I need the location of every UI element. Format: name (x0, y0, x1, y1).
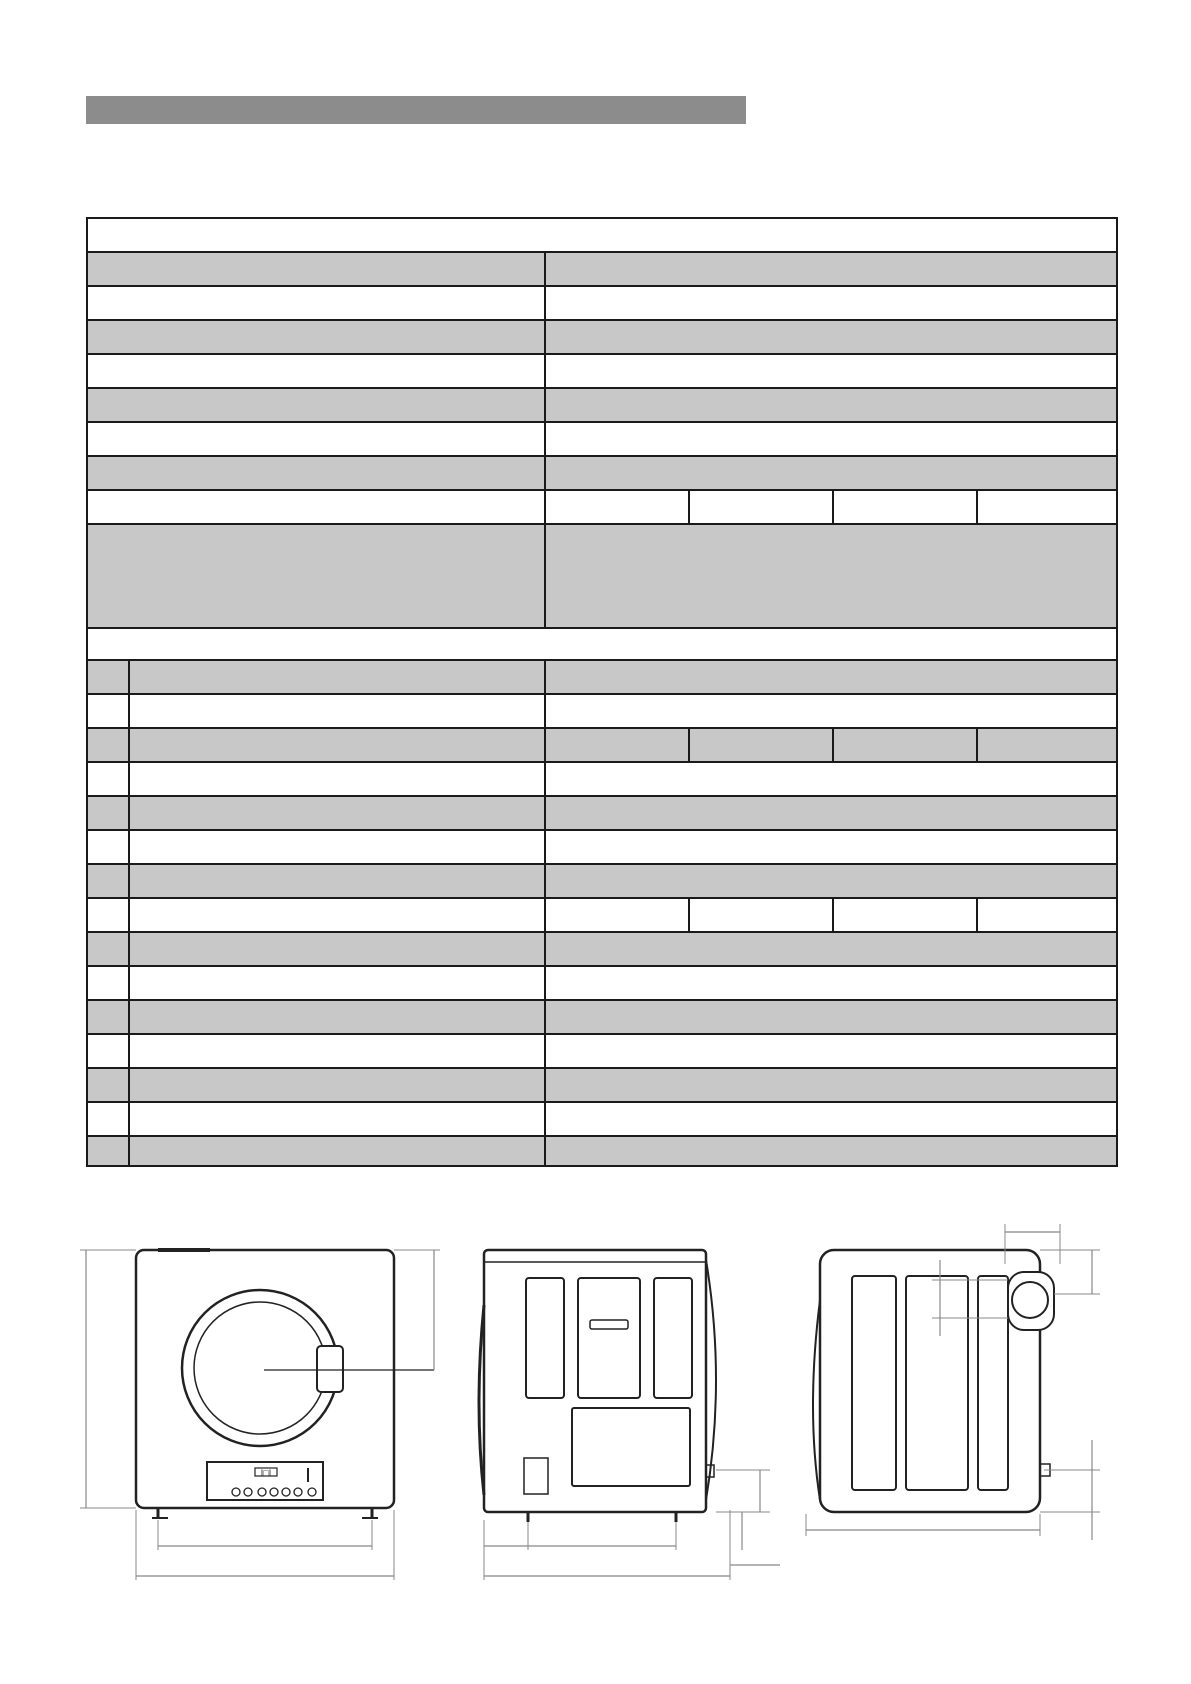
spec-value (834, 491, 976, 523)
dimension-row (88, 1135, 1116, 1165)
dimension-key (88, 933, 128, 965)
dimension-key (88, 729, 128, 761)
spec-label (88, 525, 544, 627)
dimension-value (546, 797, 1116, 829)
spec-label (88, 457, 544, 489)
spec-label (88, 423, 544, 455)
dimension-value (546, 899, 688, 931)
spec-row (88, 489, 1116, 523)
spec-value (546, 389, 1116, 421)
dimension-key (88, 695, 128, 727)
dimension-key (88, 797, 128, 829)
dimension-value (546, 695, 1116, 727)
spec-value (546, 525, 1116, 627)
dimension-drawings (0, 1220, 1191, 1620)
spec-row (88, 251, 1116, 285)
spec-value (978, 491, 1116, 523)
spec-label (88, 287, 544, 319)
dimension-label (130, 695, 544, 727)
dimension-row (88, 1067, 1116, 1101)
dimension-row (88, 897, 1116, 931)
dimension-value (546, 1035, 1116, 1067)
spec-value (546, 457, 1116, 489)
dimension-label (130, 797, 544, 829)
dimension-label (130, 763, 544, 795)
dimension-label (130, 1035, 544, 1067)
dimension-row (88, 999, 1116, 1033)
dimension-row (88, 693, 1116, 727)
dimension-key (88, 661, 128, 693)
spec-row (88, 421, 1116, 455)
dimension-row (88, 829, 1116, 863)
dimension-value (546, 831, 1116, 863)
dimension-row (88, 1101, 1116, 1135)
dimension-value (546, 661, 1116, 693)
spec-value (546, 253, 1116, 285)
dimension-key (88, 1001, 128, 1033)
dimension-value (546, 763, 1116, 795)
rear-view-drawing (806, 1224, 1100, 1540)
dimension-key (88, 967, 128, 999)
dimension-value (546, 933, 1116, 965)
dimension-value (690, 729, 832, 761)
dimension-row (88, 727, 1116, 761)
dimension-key (88, 1137, 128, 1165)
dimension-label (130, 1103, 544, 1135)
dimension-label (130, 865, 544, 897)
dimension-value (546, 1069, 1116, 1101)
dimension-value (546, 967, 1116, 999)
dimension-value (546, 865, 1116, 897)
dimension-key (88, 1035, 128, 1067)
dimension-value (690, 899, 832, 931)
dimension-key (88, 1069, 128, 1101)
spec-value (546, 491, 688, 523)
spec-label (88, 491, 544, 523)
side-view-drawing (479, 1250, 780, 1580)
dimension-label (130, 831, 544, 863)
spec-value (690, 491, 832, 523)
control-panel-indicator: I□I (260, 1468, 272, 1478)
front-view-drawing (80, 1250, 440, 1580)
dimension-label (130, 899, 544, 931)
table-header-row (88, 219, 1116, 251)
spec-row (88, 523, 1116, 627)
dimension-value (546, 1001, 1116, 1033)
spec-label (88, 355, 544, 387)
spec-label (88, 253, 544, 285)
spec-row (88, 353, 1116, 387)
dimension-value (834, 729, 976, 761)
spec-row (88, 455, 1116, 489)
dimension-label (130, 1137, 544, 1165)
dimension-value (546, 1103, 1116, 1135)
dimension-row (88, 931, 1116, 965)
dimension-row (88, 761, 1116, 795)
dimension-value (834, 899, 976, 931)
dimension-value (978, 729, 1116, 761)
spec-label (88, 321, 544, 353)
spec-row (88, 285, 1116, 319)
dimension-row (88, 795, 1116, 829)
dimension-value (978, 899, 1116, 931)
document-title-bar (86, 96, 746, 124)
dimension-value (546, 1137, 1116, 1165)
dimension-label (130, 1001, 544, 1033)
specification-table (86, 217, 1118, 1167)
spec-value (546, 287, 1116, 319)
spec-row (88, 319, 1116, 353)
spec-row (88, 387, 1116, 421)
spec-label (88, 389, 544, 421)
spec-value (546, 355, 1116, 387)
dimension-row (88, 965, 1116, 999)
dimension-row (88, 1033, 1116, 1067)
dimension-label (130, 661, 544, 693)
dimension-key (88, 865, 128, 897)
dimension-key (88, 899, 128, 931)
dimension-label (130, 967, 544, 999)
dimension-value (546, 729, 688, 761)
dimension-label (130, 933, 544, 965)
dimension-key (88, 763, 128, 795)
dimension-row (88, 659, 1116, 693)
dimension-key (88, 1103, 128, 1135)
dimension-label (130, 1069, 544, 1101)
spec-value (546, 321, 1116, 353)
spec-value (546, 423, 1116, 455)
dimension-key (88, 831, 128, 863)
dimension-row (88, 863, 1116, 897)
section-header-row (88, 627, 1116, 659)
dimension-label (130, 729, 544, 761)
